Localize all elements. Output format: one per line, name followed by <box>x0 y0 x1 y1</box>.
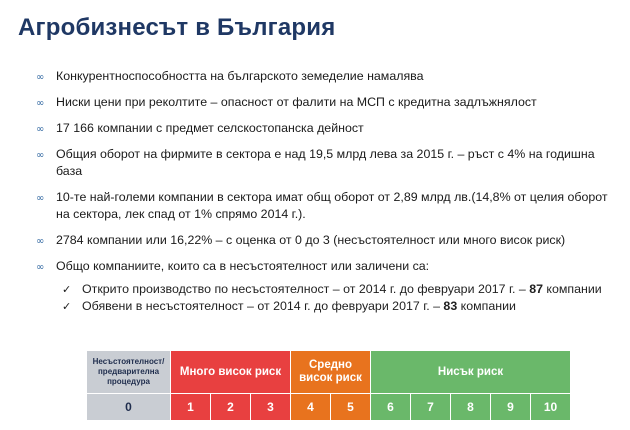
score-cell: 2 <box>211 394 250 420</box>
bullet-item <box>36 146 620 180</box>
sub-text: Обявени в несъстоятелност – от 2014 г. до февруари 2017 г. – <box>82 299 444 313</box>
link-icon: ∞ <box>36 98 45 109</box>
bullet-list <box>36 68 620 315</box>
bullet-item <box>36 258 620 275</box>
sub-tail: компании <box>457 299 516 313</box>
score-cell: 10 <box>531 394 570 420</box>
bullet-text: 2784 компании или 16,22% – с оценка от 0 до 3 (несъстоятелност или много висок риск) <box>56 233 566 247</box>
mid-risk-header: Средно висок риск <box>291 351 370 393</box>
link-icon: ∞ <box>36 72 45 83</box>
bullet-text: Общо компаниите, които са в несъстоятелност или заличени са: <box>56 259 430 273</box>
checkmark-icon: ✓ <box>62 300 72 313</box>
high-risk-header: Много висок риск <box>171 351 290 393</box>
risk-scale-values-row <box>87 394 570 420</box>
bullet-text: Конкурентноспособността на българското земеделие намалява <box>56 69 424 83</box>
bullet-item <box>36 94 620 111</box>
slide-title: Агробизнесът в България <box>18 14 336 41</box>
link-icon: ∞ <box>36 236 45 247</box>
bullet-item <box>36 232 620 249</box>
link-icon: ∞ <box>36 193 45 204</box>
link-icon: ∞ <box>36 124 45 135</box>
score-cell: 9 <box>491 394 530 420</box>
sub-count: 83 <box>443 299 458 313</box>
link-icon: ∞ <box>36 150 45 161</box>
sub-tail: компании <box>542 282 602 296</box>
sub-list <box>60 281 620 315</box>
risk-scale-table <box>86 350 571 421</box>
score-cell: 0 <box>87 394 170 420</box>
low-risk-header: Нисък риск <box>371 351 570 393</box>
sub-item <box>60 281 620 298</box>
link-icon: ∞ <box>36 262 45 273</box>
score-cell: 6 <box>371 394 410 420</box>
score-cell: 7 <box>411 394 450 420</box>
score-cell: 8 <box>451 394 490 420</box>
sub-item <box>60 298 620 315</box>
bullet-text: 17 166 компании с предмет селскостопанска дейност <box>56 121 364 135</box>
bullet-item <box>36 189 620 223</box>
sub-text: Открито производство по несъстоятелност – от 2014 г. до февруари 2017 г. – <box>82 282 530 296</box>
score-cell: 1 <box>171 394 210 420</box>
sub-count: 87 <box>529 282 543 296</box>
bullet-text: Общия оборот на фирмите в сектора е над 19,5 млрд лева за 2015 г. – ръст с 4% на годишна база <box>56 147 595 178</box>
score-cell: 5 <box>331 394 370 420</box>
score-cell: 4 <box>291 394 330 420</box>
checkmark-icon: ✓ <box>62 283 72 296</box>
score-cell: 3 <box>251 394 290 420</box>
insolvency-header: Несъстоятелност/ предварителна процедура <box>87 351 170 393</box>
bullet-text: Ниски цени при реколтите – опасност от фалити на МСП с кредитна задлъжнялост <box>56 95 537 109</box>
bullet-item <box>36 68 620 85</box>
bullet-item <box>36 120 620 137</box>
risk-scale-header-row <box>87 351 570 393</box>
bullet-text: 10-те най-големи компании в сектора имат общ оборот от 2,89 млрд лв.(14,8% от целия оборот на сектора, лек спад от 1% спрямо 2014 г.). <box>56 190 608 221</box>
